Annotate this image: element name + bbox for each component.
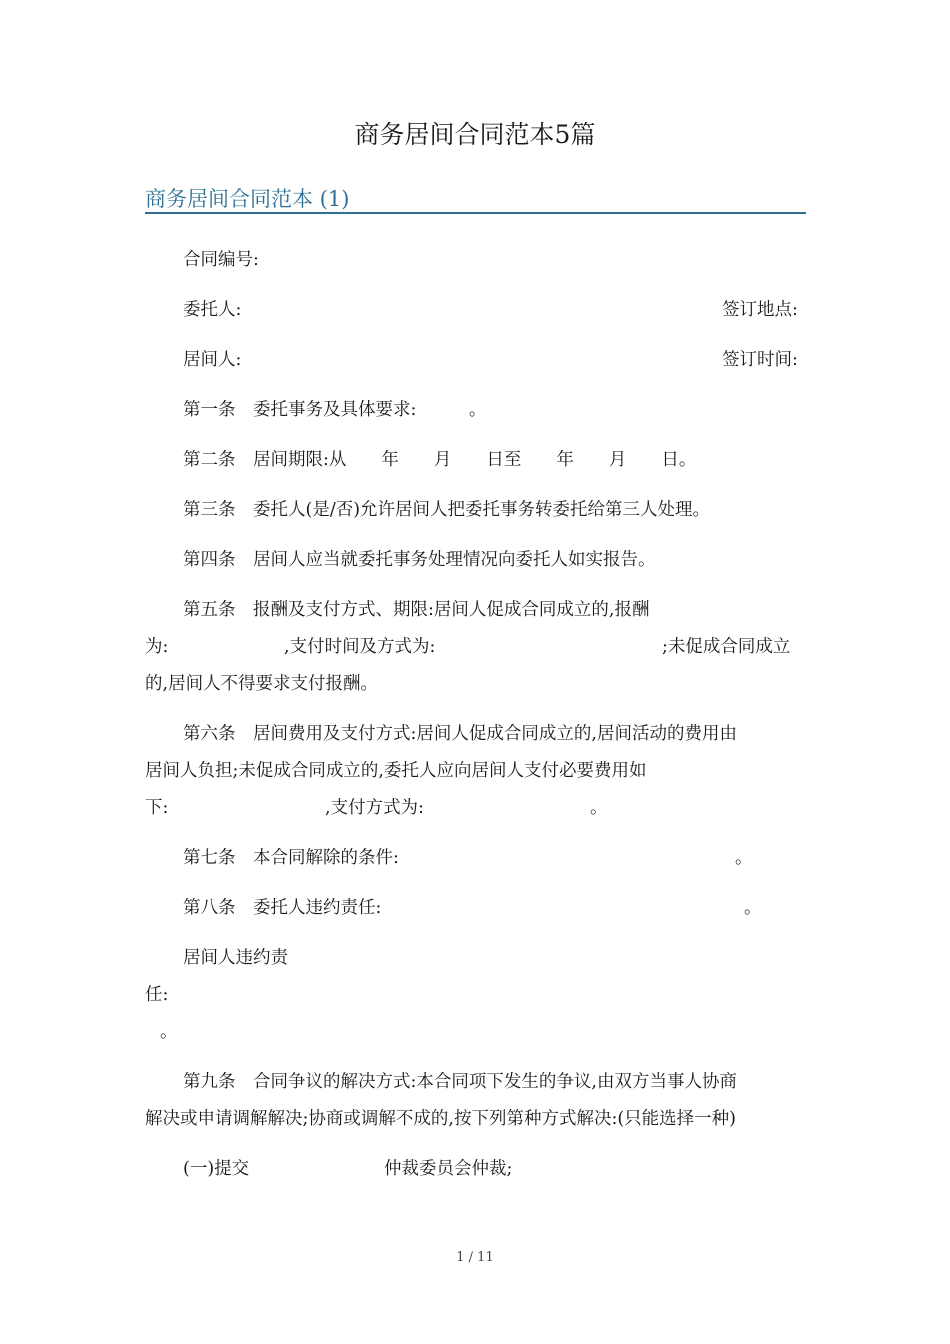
article-6-line-3-start: 下: bbox=[145, 798, 169, 818]
section-heading-underline bbox=[145, 212, 806, 214]
intermediary-liability-line-3: 。 bbox=[160, 1022, 178, 1042]
article-3: 第三条 委托人(是/否)允许居间人把委托事务转委托给第三人处理。 bbox=[183, 500, 711, 520]
principal-label: 委托人: bbox=[183, 300, 242, 320]
article-7-end: 。 bbox=[735, 848, 753, 868]
signing-place-label: 签订地点: bbox=[722, 300, 798, 320]
intermediary-liability-line-2: 任: bbox=[145, 985, 169, 1005]
article-9-line-1: 第九条 合同争议的解决方式:本合同项下发生的争议,由双方当事人协商 bbox=[183, 1072, 737, 1092]
article-2: 第二条 居间期限:从 年 月 日至 年 月 日。 bbox=[183, 450, 697, 470]
article-6-line-3-end: 。 bbox=[590, 798, 608, 818]
signing-time-label: 签订时间: bbox=[722, 350, 798, 370]
article-5-line-3: 的,居间人不得要求支付报酬。 bbox=[145, 674, 379, 694]
article-6-line-3-middle: ,支付方式为: bbox=[325, 798, 424, 818]
page-indicator: 1 / 11 bbox=[456, 1250, 494, 1265]
article-8-end: 。 bbox=[744, 898, 762, 918]
article-6-line-1: 第六条 居间费用及支付方式:居间人促成合同成立的,居间活动的费用由 bbox=[183, 724, 737, 744]
intermediary-label: 居间人: bbox=[183, 350, 242, 370]
article-7: 第七条 本合同解除的条件: bbox=[183, 848, 399, 868]
article-5-line-2-middle: ,支付时间及方式为: bbox=[284, 637, 436, 657]
contract-number-label: 合同编号: bbox=[183, 250, 259, 270]
article-5-line-2-start: 为: bbox=[145, 637, 169, 657]
article-6-line-2: 居间人负担;未促成合同成立的,委托人应向居间人支付必要费用如 bbox=[145, 761, 647, 781]
intermediary-liability-line-1: 居间人违约责 bbox=[183, 948, 288, 968]
article-9-line-2: 解决或申请调解解决;协商或调解不成的,按下列第种方式解决:(只能选择一种) bbox=[145, 1109, 737, 1129]
arbitration-option-1-start: (一)提交 bbox=[183, 1159, 250, 1179]
article-5-line-1: 第五条 报酬及支付方式、期限:居间人促成合同成立的,报酬 bbox=[183, 600, 650, 620]
article-5-line-2-end: ;未促成合同成立 bbox=[662, 637, 791, 657]
article-8: 第八条 委托人违约责任: bbox=[183, 898, 382, 918]
section-heading: 商务居间合同范本 (1) bbox=[145, 187, 350, 211]
arbitration-option-1-end: 仲裁委员会仲裁; bbox=[384, 1159, 513, 1179]
document-title: 商务居间合同范本5篇 bbox=[354, 120, 596, 149]
article-1: 第一条 委托事务及具体要求: 。 bbox=[183, 400, 487, 420]
article-4: 第四条 居间人应当就委托事务处理情况向委托人如实报告。 bbox=[183, 550, 656, 570]
